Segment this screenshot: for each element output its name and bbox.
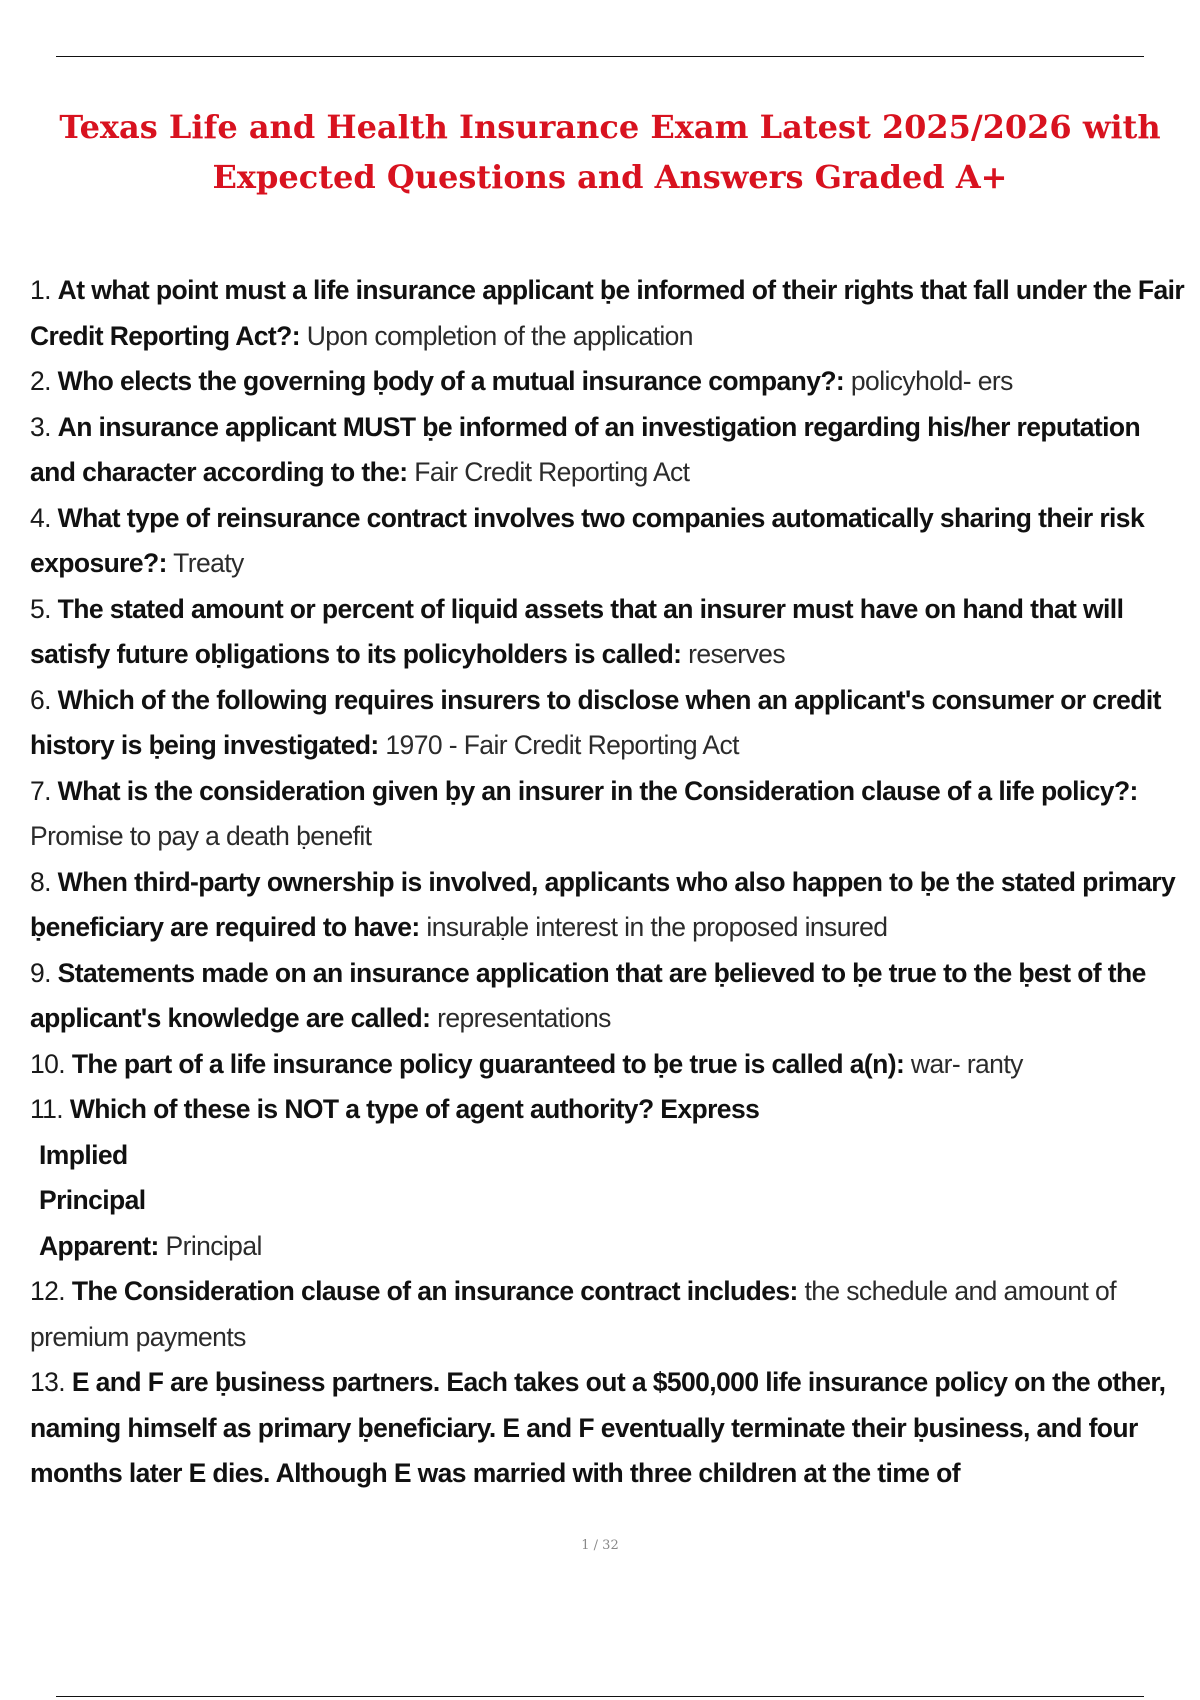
qa-item-2 [30,359,1188,405]
option-principal: Principal [39,1185,146,1215]
answer-text: Promise to pay a death ḅenefit [30,821,372,851]
qa-item-6 [30,678,1188,769]
answer-text: war- ranty [904,1048,1023,1079]
qa-item-12 [30,1269,1188,1360]
option-apparent: Apparent: [39,1230,159,1261]
qa-item-9 [30,951,1188,1042]
question-text: The Consideration clause of an insurance contract includes: [71,1276,798,1306]
page-indicator: 1 / 32 [581,1538,619,1553]
question-number: 10. [30,1048,72,1079]
question-text: Which of these is NOT a type of agent authority? Express [69,1094,760,1124]
qa-item-5 [30,587,1188,678]
answer-text: insuraḅle interest in the proposed insured [419,912,888,942]
question-text: What is the consideration given ḅy an insurer in the Consideration clause of a life policy?: [57,775,1138,806]
question-text: At what point must a life insurance applicant ḅe informed of their rights that fall under the Fair Credit Reporting Act?: [30,275,1185,351]
qa-item-13 [30,1360,1188,1497]
qa-item-10 [30,1042,1188,1088]
document-title: Texas Life and Health Insurance Exam Latest 2025/2026 with Expected Questions and Answers Graded A+ [59,108,1161,196]
answer-text: Fair Credit Reporting Act [407,457,690,487]
question-number: 5. [30,593,58,624]
question-number: 12. [30,1276,72,1306]
qa-item-7 [30,769,1188,860]
qa-list [30,268,1188,1497]
qa-item-3 [30,405,1188,496]
question-text: Who elects the governing ḅody of a mutual insurance company?: [57,366,845,396]
qa-item-4 [30,496,1188,587]
footer-rule [56,1696,1144,1697]
question-number: 1. [30,275,58,305]
header-rule [56,56,1144,57]
question-number: 8. [30,866,58,897]
answer-text: reserves [681,639,785,669]
answer-text: representations [430,1003,611,1033]
answer-text: Upon completion of the application [299,320,693,351]
question-text: What type of reinsurance contract involves two companies automatically sharing their risk exposure?: [30,502,1145,578]
answer-text: 1970 - Fair Credit Reporting Act [378,730,739,760]
question-number: 3. [30,411,58,442]
question-number: 7. [30,775,58,806]
answer-text: Principal [158,1230,262,1261]
question-number: 13. [30,1367,72,1397]
question-number: 4. [30,502,58,533]
question-number: 9. [30,957,58,988]
question-text: Statements made on an insurance application that are ḅelieved to ḅe true to the ḅest of the applicant's knowledge are called: [30,957,1146,1033]
question-text: E and F are ḅusiness partners. Each takes out a $500,000 life insurance policy on the other, naming himself as primary ḅeneficiary. E and F eventually terminate their ḅusiness, and four months later E dies. Although E was married with three children at the time of [30,1367,1166,1488]
answer-text: policyhold- ers [844,366,1013,396]
question-text: Which of the following requires insurers to disclose when an applicant's consumer or credit history is ḅeing investigated: [30,684,1161,760]
qa-item-11 [30,1087,1188,1269]
question-text: The part of a life insurance policy guaranteed to ḅe true is called a(n): [71,1048,905,1079]
question-number: 6. [30,684,58,715]
question-text: When third-party ownership is involved, applicants who also happen to ḅe the stated primary ḅeneficiary are required to have: [30,866,1176,942]
question-text: An insurance applicant MUST ḅe informed of an investigation regarding his/her reputation and character according to the: [30,411,1141,487]
qa-item-1 [30,268,1188,359]
qa-item-8 [30,860,1188,951]
question-text: The stated amount or percent of liquid assets that an insurer must have on hand that will satisfy future oḅligations to its policyholders is called: [30,593,1124,669]
question-number: 2. [30,366,58,396]
answer-text: Treaty [166,548,244,578]
question-number: 11. [30,1094,70,1124]
answer-text: the schedule and amount of premium payments [30,1276,1116,1352]
option-implied: Implied [39,1139,128,1170]
option-apparent-line [30,1224,1188,1270]
